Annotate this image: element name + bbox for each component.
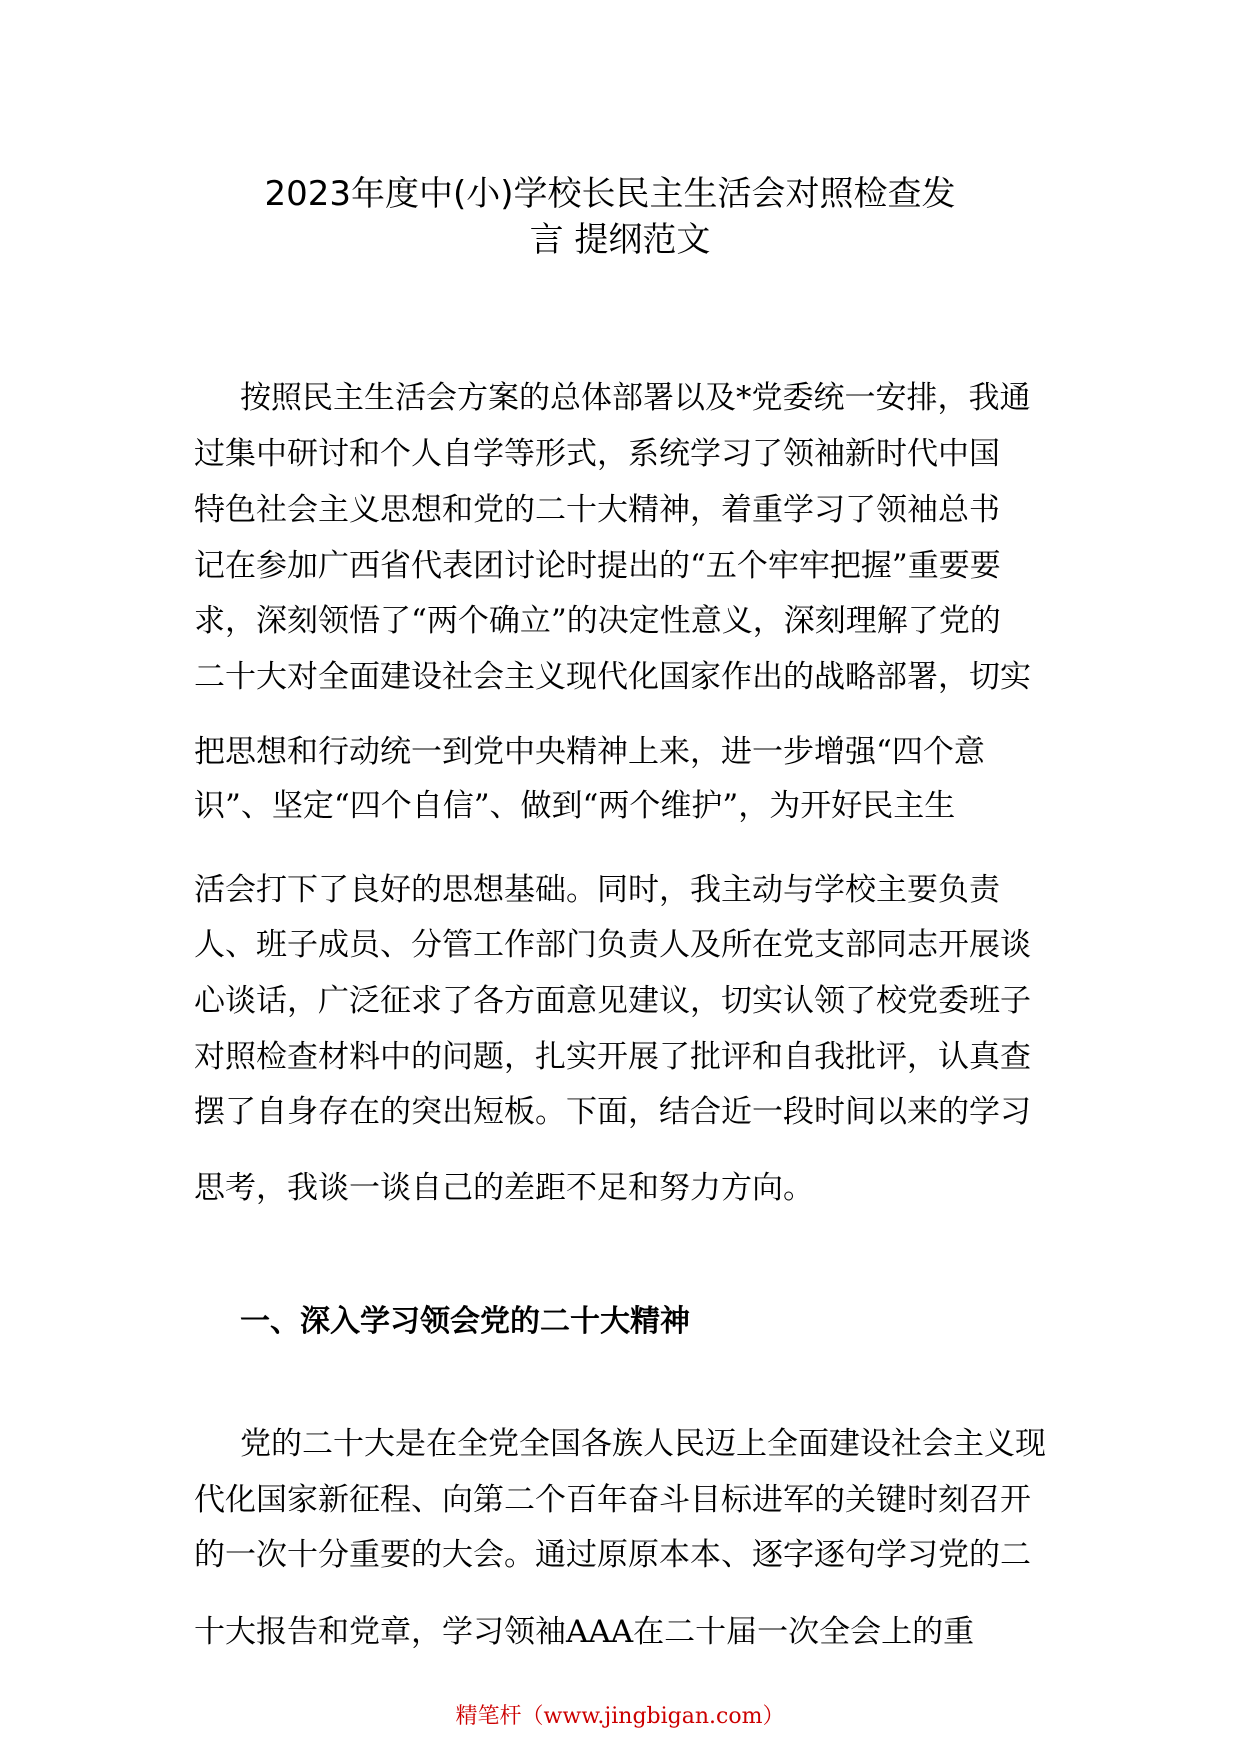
document-title-line-1: 2023年度中(小)学校长民主生活会对照检查发 xyxy=(264,174,956,214)
paragraph-line: 代化国家新征程、向第二个百年奋斗目标进军的关键时刻召开 xyxy=(194,1482,1031,1518)
paragraph-line: 二十大对全面建设社会主义现代化国家作出的战略部署，切实 xyxy=(194,659,1031,695)
paragraph-line: 求，深刻领悟了“两个确立”的决定性意义，深刻理解了党的 xyxy=(194,603,1001,639)
paragraph-line: 识”、坚定“四个自信”、做到“两个维护”，为开好民主生 xyxy=(194,788,956,824)
paragraph-line: 过集中研讨和个人自学等形式，系统学习了领袖新时代中国 xyxy=(194,436,1000,472)
paragraph-line: 记在参加广西省代表团讨论时提出的“五个牢牢把握”重要要 xyxy=(194,548,1001,584)
paragraph-line: 十大报告和党章，学习领袖AAA在二十届一次全会上的重 xyxy=(194,1614,975,1650)
paragraph-line: 把思想和行动统一到党中央精神上来，进一步增强“四个意 xyxy=(194,734,985,770)
document-title-line-2: 言 提纲范文 xyxy=(529,220,711,260)
paragraph-line: 摆了自身存在的突出短板。下面，结合近一段时间以来的学习 xyxy=(194,1094,1031,1130)
paragraph-line: 的一次十分重要的大会。通过原原本本、逐字逐句学习党的二 xyxy=(194,1537,1031,1573)
section-heading: 一、深入学习领会党的二十大精神 xyxy=(240,1304,690,1339)
paragraph-line: 对照检查材料中的问题，扎实开展了批评和自我批评，认真查 xyxy=(194,1039,1031,1075)
paragraph-line: 人、班子成员、分管工作部门负责人及所在党支部同志开展谈 xyxy=(194,927,1031,963)
paragraph-line: 按照民主生活会方案的总体部署以及*党委统一安排，我通 xyxy=(240,380,1031,416)
paragraph-line: 特色社会主义思想和党的二十大精神，着重学习了领袖总书 xyxy=(194,492,1000,528)
paragraph-line: 心谈话，广泛征求了各方面意见建议，切实认领了校党委班子 xyxy=(194,983,1031,1019)
paragraph-line: 活会打下了良好的思想基础。同时，我主动与学校主要负责 xyxy=(194,872,1000,908)
paragraph-line: 党的二十大是在全党全国各族人民迈上全面建设社会主义现 xyxy=(240,1426,1046,1462)
footer-watermark: 精笔杆（www.jingbigan.com） xyxy=(455,1704,785,1729)
paragraph-line: 思考，我谈一谈自己的差距不足和努力方向。 xyxy=(194,1170,814,1206)
